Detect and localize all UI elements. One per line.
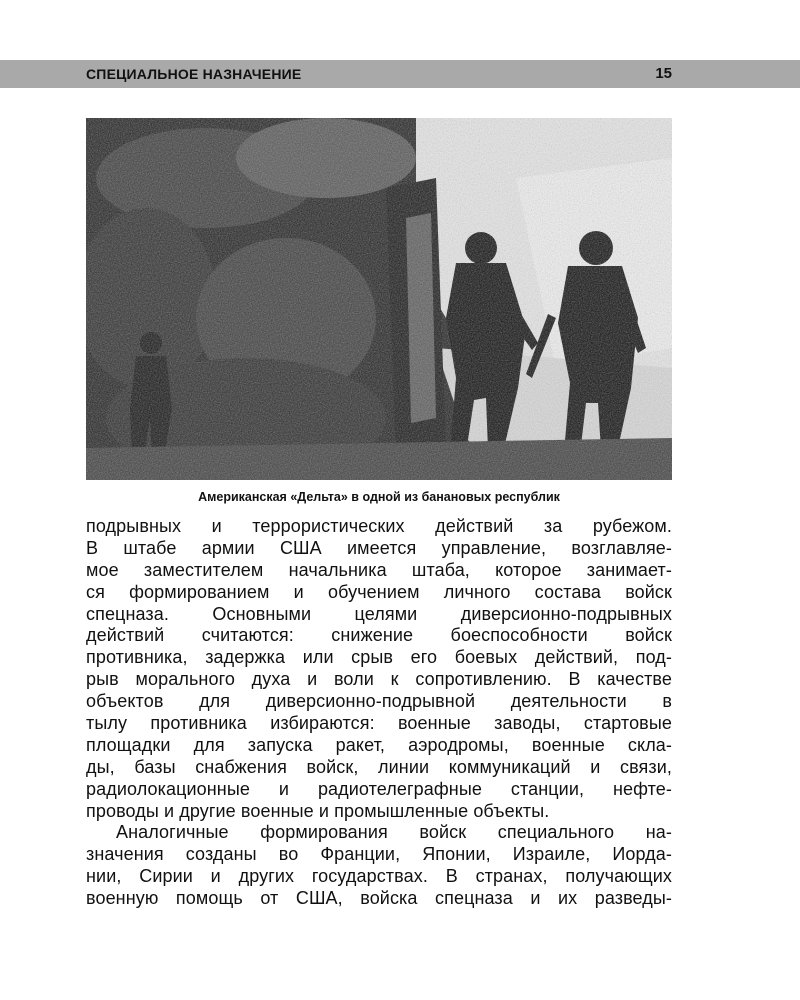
page-number: 15 xyxy=(655,65,672,82)
text-line: радиолокационные и радиотелеграфные станции, нефте- xyxy=(86,778,672,799)
text-line: подрывных и террористических действий за рубежом. xyxy=(86,516,672,536)
text-line: В штабе армии США имеется управление, возглавляе- xyxy=(86,537,672,558)
text-line: Аналогичные формирования войск специального на- xyxy=(116,822,672,843)
text-line: спецназа. Основными целями диверсионно-подрывных xyxy=(86,603,672,624)
text-line: тылу противника избираются: военные заводы, стартовые xyxy=(86,713,672,734)
body-text xyxy=(86,516,672,910)
text-line: нии, Сирии и других государствах. В странах, получающих xyxy=(86,866,672,887)
photo-soldiers-icon xyxy=(86,118,672,480)
text-line: рыв морального духа и воли к сопротивлению. В качестве xyxy=(86,669,672,690)
photo xyxy=(86,118,672,480)
text-line: площадки для запуска ракет, аэродромы, военные скла- xyxy=(86,734,672,755)
text-line: проводы и другие военные и промышленные объекты. xyxy=(86,800,550,821)
text-line: противника, задержка или срыв его боевых действий, под- xyxy=(86,647,672,668)
figure-caption: Американская «Дельта» в одной из банановых республик xyxy=(198,490,560,504)
text-line: ся формированием и обучением личного состава войск xyxy=(86,581,672,602)
text-line: объектов для диверсионно-подрывной деятельности в xyxy=(86,691,672,712)
text-line: военную помощь от США, войска спецназа и их разведы- xyxy=(86,888,672,909)
text-line: мое заместителем начальника штаба, которое занимает- xyxy=(86,559,672,580)
text-line: ды, базы снабжения войск, линии коммуникаций и связи, xyxy=(86,756,672,777)
running-head: СПЕЦИАЛЬНОЕ НАЗНАЧЕНИЕ xyxy=(86,66,302,82)
text-line: значения созданы во Франции, Японии, Израиле, Иорда- xyxy=(86,844,672,865)
text-line: действий считаются: снижение боеспособности войск xyxy=(86,625,672,646)
